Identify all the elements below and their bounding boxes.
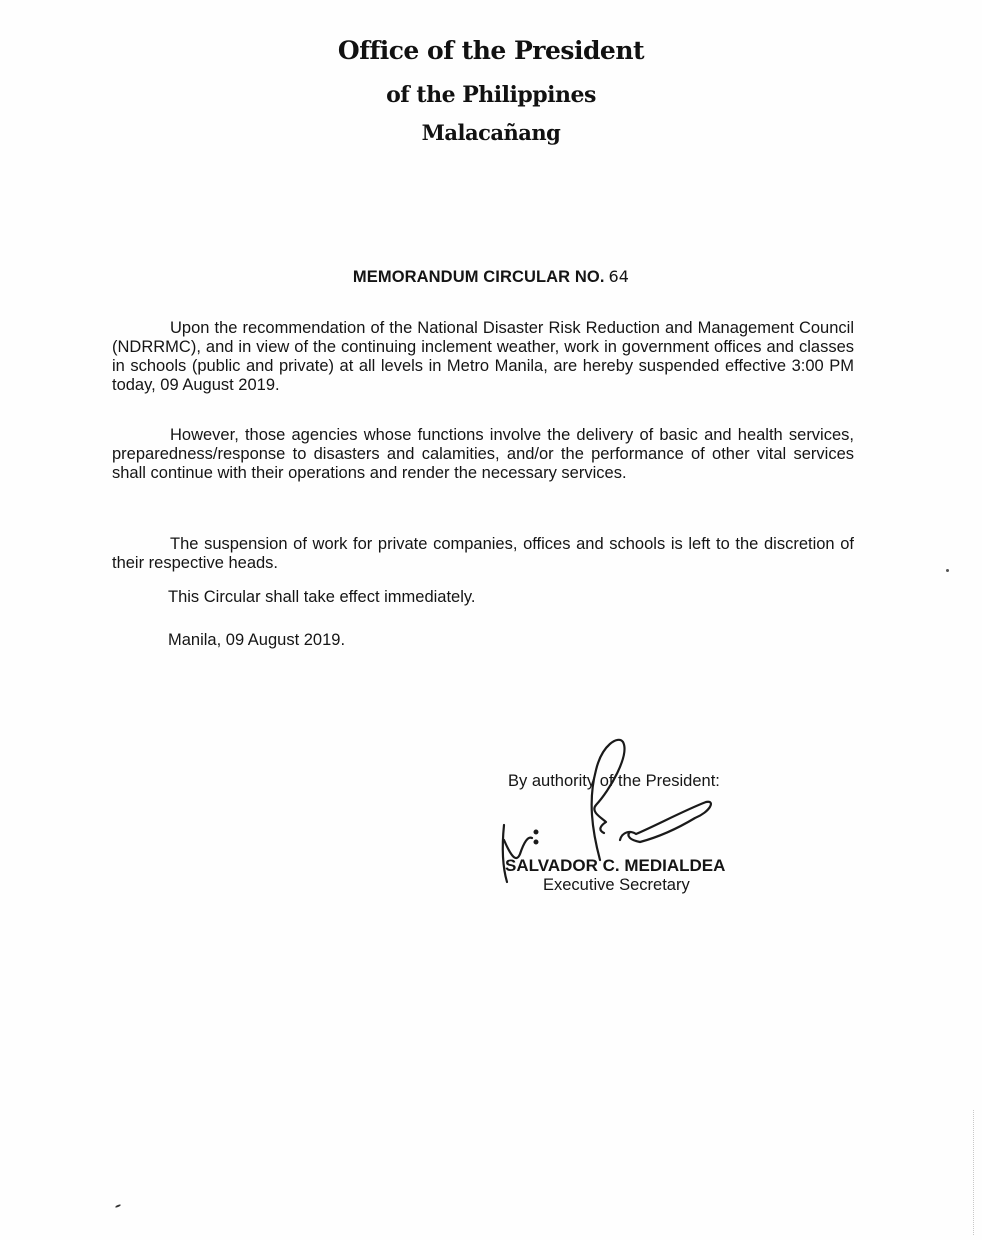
signature-stroke <box>592 740 625 860</box>
signature-stroke <box>620 802 711 842</box>
letterhead-country: of the Philippines <box>386 82 596 108</box>
scan-speck <box>115 1204 121 1208</box>
paragraph-text: Upon the recommendation of the National Disaster Risk Reduction and Management Council (NDRRMC), and in view of the continuing inclement weather, work in government offices and classes in schools (public and private) at all levels in Metro Manila, are hereby suspended effective 3:00 PM today, 09 August 2019. <box>112 319 854 394</box>
scan-edge-artifact <box>973 1110 975 1235</box>
paragraph-private-sector <box>112 535 854 573</box>
title-prefix: MEMORANDUM CIRCULAR NO. <box>352 268 605 286</box>
signature-stroke <box>504 838 532 858</box>
paragraph-text: However, those agencies whose functions involve the delivery of basic and health services, preparedness/response to disasters and calamities, and/or the performance of other vital services shall continue with their operations and render the necessary services. <box>112 426 854 482</box>
place-and-date: Manila, 09 August 2019. <box>168 631 346 649</box>
authority-line: By authority of the President: <box>508 772 720 790</box>
paragraph-text: The suspension of work for private companies, offices and schools is left to the discretion of their respective heads. <box>112 535 854 572</box>
scan-speck <box>946 569 949 572</box>
letterhead-palace: Malacañang <box>421 120 561 145</box>
paragraph-exceptions <box>112 426 854 483</box>
signer-name: SALVADOR C. MEDIALDEA <box>505 856 726 875</box>
document-title <box>0 267 982 287</box>
paragraph-suspension <box>112 319 854 395</box>
signature-dot <box>535 831 538 834</box>
circular-number: 64 <box>608 267 630 286</box>
effectivity-clause: This Circular shall take effect immediately. <box>168 588 476 606</box>
signer-title: Executive Secretary <box>543 876 690 894</box>
letterhead-office: Office of the President <box>337 36 645 65</box>
signature-dot <box>535 841 538 844</box>
